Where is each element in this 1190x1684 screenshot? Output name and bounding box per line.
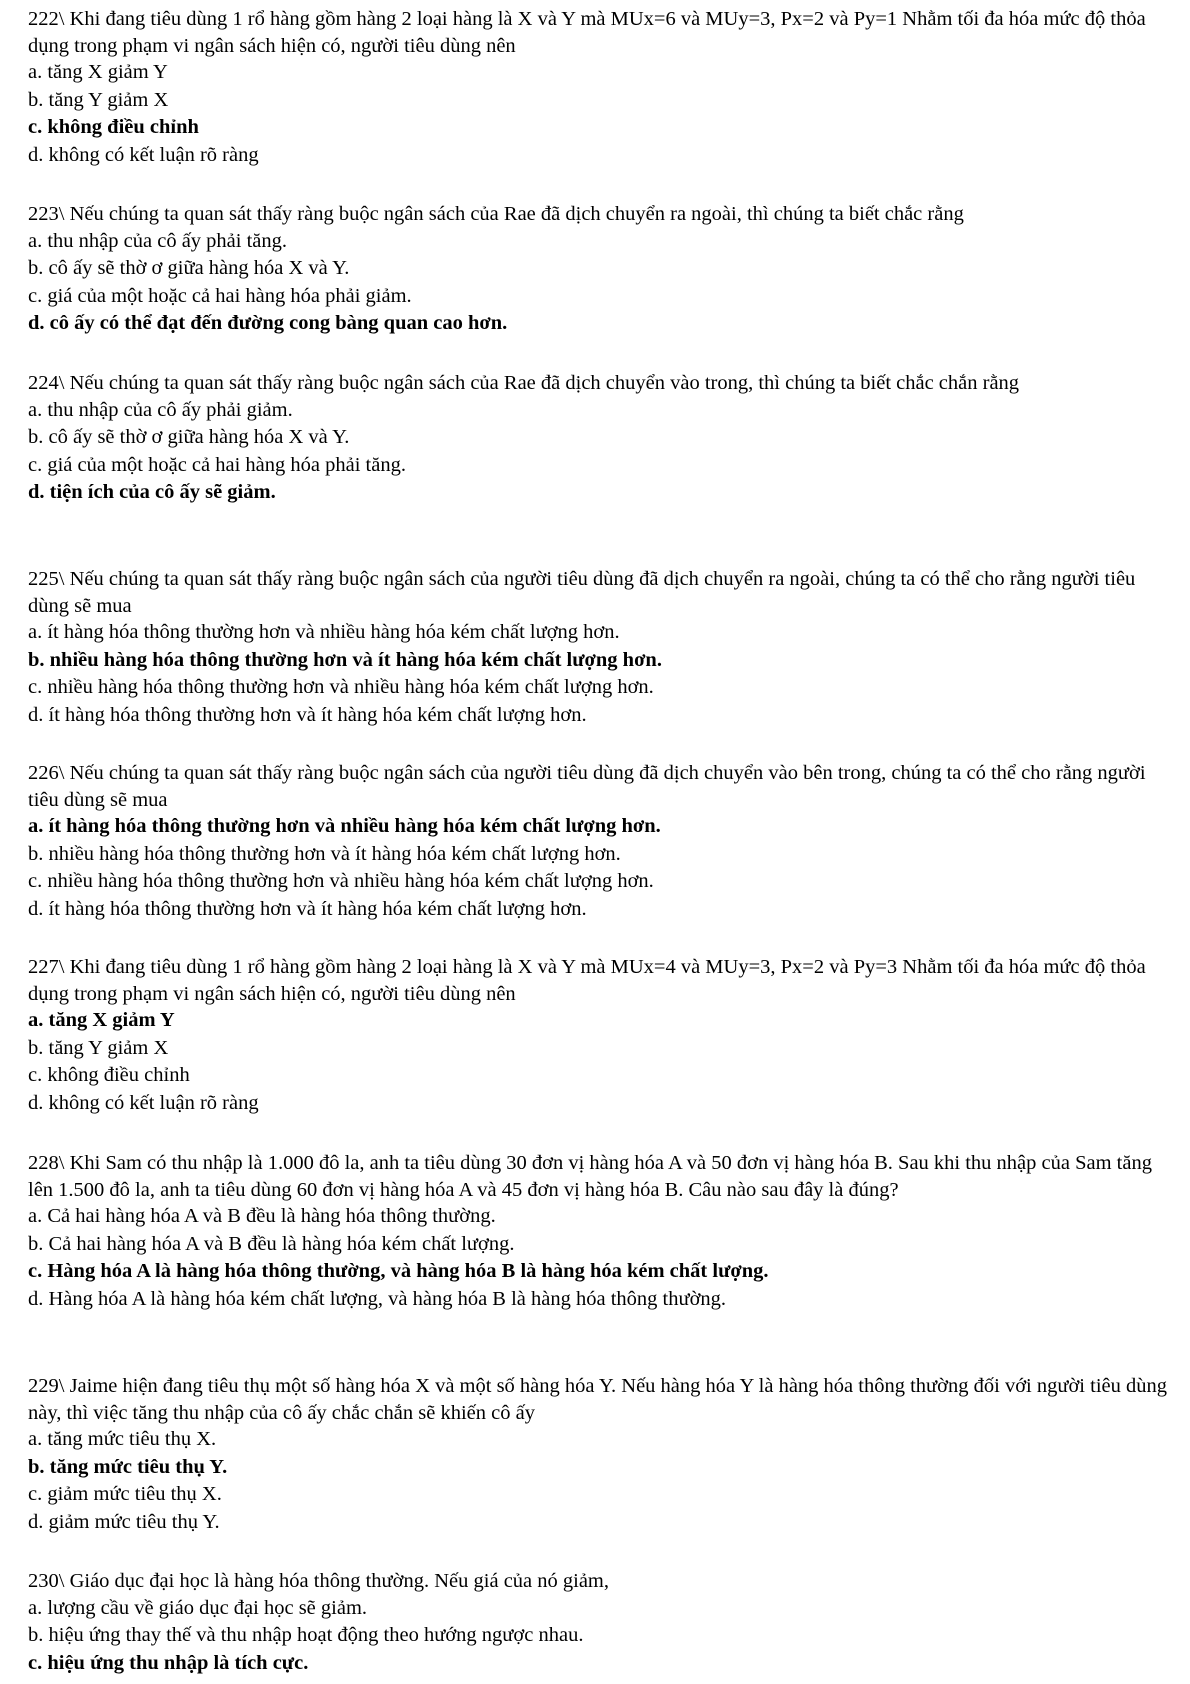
question-224 [28,370,1168,507]
question-230 [28,1568,1168,1677]
option-c-answer: c. Hàng hóa A là hàng hóa thông thường, và hàng hóa B là hàng hóa kém chất lượng. [28,1260,769,1282]
question-text: 222\ Khi đang tiêu dùng 1 rổ hàng gồm hàng 2 loại hàng là X và Y mà MUx=6 và MUy=3, Px=2 và Py=1 Nhằm tối đa hóa mức độ thỏa dụng trong phạm vi ngân sách hiện có, người tiêu dùng nên [28,8,1146,57]
question-229 [28,1373,1168,1536]
question-223 [28,201,1168,338]
question-text: 225\ Nếu chúng ta quan sát thấy ràng buộc ngân sách của người tiêu dùng đã dịch chuyển ra ngoài, chúng ta có thể cho rằng người tiêu dùng sẽ mua [28,568,1136,617]
option-b: b. cô ấy sẽ thờ ơ giữa hàng hóa X và Y. [28,426,350,448]
option-c-answer: c. không điều chỉnh [28,116,199,138]
option-b-answer: b. tăng mức tiêu thụ Y. [28,1455,228,1478]
question-228 [28,1150,1168,1313]
question-text: 224\ Nếu chúng ta quan sát thấy ràng buộc ngân sách của Rae đã dịch chuyển vào trong, thì chúng ta biết chắc chắn rằng [28,372,1020,394]
option-a-answer: a. ít hàng hóa thông thường hơn và nhiều hàng hóa kém chất lượng hơn. [28,815,661,837]
option-a: a. thu nhập của cô ấy phải tăng. [28,229,288,252]
option-d: d. giảm mức tiêu thụ Y. [28,1510,220,1533]
option-a: a. tăng X giảm Y [28,61,168,83]
option-d: d. ít hàng hóa thông thường hơn và ít hàng hóa kém chất lượng hơn. [28,703,587,726]
option-b: b. tăng Y giảm X [28,88,169,111]
option-b: b. Cả hai hàng hóa A và B đều là hàng hóa kém chất lượng. [28,1232,515,1255]
option-b-answer: b. nhiều hàng hóa thông thường hơn và ít hàng hóa kém chất lượng hơn. [28,648,662,671]
option-b: b. tăng Y giảm X [28,1036,169,1059]
option-d: d. ít hàng hóa thông thường hơn và ít hàng hóa kém chất lượng hơn. [28,897,587,920]
option-a-answer: a. tăng X giảm Y [28,1009,175,1031]
option-a: a. lượng cầu về giáo dục đại học sẽ giảm. [28,1596,368,1619]
option-b: b. nhiều hàng hóa thông thường hơn và ít hàng hóa kém chất lượng hơn. [28,842,621,865]
option-b: b. hiệu ứng thay thế và thu nhập hoạt động theo hướng ngược nhau. [28,1624,584,1646]
option-a: a. tăng mức tiêu thụ X. [28,1428,217,1450]
question-227 [28,954,1168,1117]
option-d-answer: d. cô ấy có thể đạt đến đường cong bàng quan cao hơn. [28,312,508,334]
question-text: 230\ Giáo dục đại học là hàng hóa thông thường. Nếu giá của nó giảm, [28,1570,610,1592]
option-c: c. giảm mức tiêu thụ X. [28,1483,222,1505]
option-c-answer: c. hiệu ứng thu nhập là tích cực. [28,1651,309,1674]
option-c: c. giá của một hoặc cả hai hàng hóa phải tăng. [28,453,406,476]
option-d: d. không có kết luận rõ ràng [28,143,259,166]
option-c: c. giá của một hoặc cả hai hàng hóa phải giảm. [28,284,412,307]
option-b: b. cô ấy sẽ thờ ơ giữa hàng hóa X và Y. [28,257,350,279]
option-a: a. thu nhập của cô ấy phải giảm. [28,398,293,421]
option-d: d. không có kết luận rõ ràng [28,1091,259,1114]
option-c: c. nhiều hàng hóa thông thường hơn và nhiều hàng hóa kém chất lượng hơn. [28,870,654,892]
option-d: d. Hàng hóa A là hàng hóa kém chất lượng, và hàng hóa B là hàng hóa thông thường. [28,1287,727,1310]
option-a: a. ít hàng hóa thông thường hơn và nhiều hàng hóa kém chất lượng hơn. [28,621,620,643]
question-text: 227\ Khi đang tiêu dùng 1 rổ hàng gồm hàng 2 loại hàng là X và Y mà MUx=4 và MUy=3, Px=2 và Py=3 Nhằm tối đa hóa mức độ thỏa dụng trong phạm vi ngân sách hiện có, người tiêu dùng nên [28,956,1146,1005]
question-text: 223\ Nếu chúng ta quan sát thấy ràng buộc ngân sách của Rae đã dịch chuyển ra ngoài, thì chúng ta biết chắc rằng [28,203,964,225]
option-c: c. không điều chỉnh [28,1064,190,1086]
question-text: 229\ Jaime hiện đang tiêu thụ một số hàng hóa X và một số hàng hóa Y. Nếu hàng hóa Y là hàng hóa thông thường đối với người tiêu dùng này, thì việc tăng thu nhập của cô ấy chắc chắn sẽ khiến cô ấy [28,1375,1167,1424]
question-225 [28,566,1168,729]
option-d-answer: d. tiện ích của cô ấy sẽ giảm. [28,481,276,503]
question-226 [28,760,1168,923]
question-222 [28,6,1168,169]
question-text: 226\ Nếu chúng ta quan sát thấy ràng buộc ngân sách của người tiêu dùng đã dịch chuyển vào bên trong, chúng ta có thể cho rằng người tiêu dùng sẽ mua [28,762,1146,811]
option-a: a. Cả hai hàng hóa A và B đều là hàng hóa thông thường. [28,1205,496,1227]
question-text: 228\ Khi Sam có thu nhập là 1.000 đô la, anh ta tiêu dùng 30 đơn vị hàng hóa A và 50 đơn vị hàng hóa B. Sau khi thu nhập của Sam tăng lên 1.500 đô la, anh ta tiêu dùng 60 đơn vị hàng hóa A và 45 đơn vị hàng hóa B. Câu nào sau đây là đúng? [28,1152,1152,1201]
option-c: c. nhiều hàng hóa thông thường hơn và nhiều hàng hóa kém chất lượng hơn. [28,676,654,698]
